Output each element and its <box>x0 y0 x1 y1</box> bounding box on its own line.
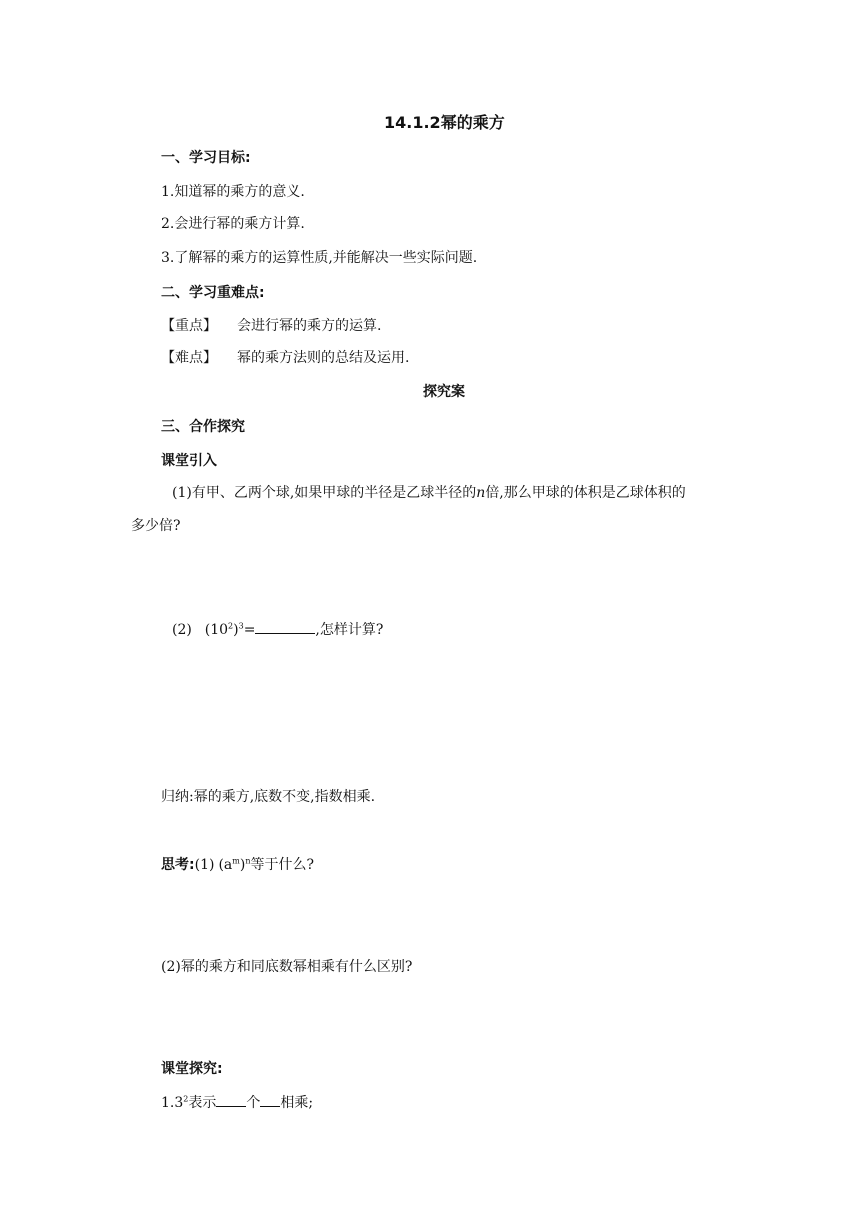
question-2-text: ,怎样计算? <box>315 622 384 638</box>
exercise-1-base: 1.3 <box>161 1095 184 1111</box>
difficult-point <box>161 349 409 367</box>
page-title: 14.1.2幂的乘方 <box>384 113 505 132</box>
difficult-point-label: 【难点】 <box>161 350 217 366</box>
think-inner-exponent: m <box>232 856 240 866</box>
think-text: 等于什么? <box>250 857 314 873</box>
exercise-1-text: 个 <box>246 1095 261 1111</box>
key-point-label: 【重点】 <box>161 318 217 334</box>
section-heading-explore: 三、合作探究 <box>161 419 245 435</box>
exercise-1-text: 表示 <box>188 1095 217 1111</box>
key-point <box>161 317 381 335</box>
goal-item: 2.会进行幂的乘方计算. <box>161 216 305 232</box>
section-heading-goals: 一、学习目标: <box>161 150 251 166</box>
outer-exponent: 3 <box>238 621 244 631</box>
explore-title: 探究案 <box>423 384 465 400</box>
difficult-point-text: 幂的乘方法则的总结及运用. <box>237 350 410 366</box>
think-question-2: (2)幂的乘方和同底数幂相乘有什么区别? <box>161 959 413 975</box>
answer-blank <box>260 1093 280 1107</box>
think-label: 思考: <box>161 857 195 873</box>
think-question-1 <box>161 856 314 874</box>
question-1-text: (1)有甲、乙两个球,如果甲球的半径是乙球半径的 <box>172 485 477 501</box>
goal-item: 3.了解幂的乘方的运算性质,并能解决一些实际问题. <box>161 250 478 266</box>
think-outer-exponent: n <box>245 856 251 866</box>
key-point-text: 会进行幂的乘方的运算. <box>237 318 382 334</box>
think-close: ) <box>239 857 246 873</box>
question-2 <box>172 620 383 639</box>
question-1-continuation: 多少倍? <box>131 518 181 534</box>
exercise-1 <box>161 1093 313 1112</box>
exercise-1-text: 相乘; <box>280 1095 314 1111</box>
answer-blank <box>216 1093 246 1107</box>
power-close: ) <box>233 622 239 638</box>
goal-item: 1.知道幂的乘方的意义. <box>161 184 305 200</box>
think-number: (1) <box>194 857 215 873</box>
answer-blank <box>255 620 315 634</box>
section-heading-key-points: 二、学习重难点: <box>161 285 265 301</box>
question-2-number: (2) <box>172 622 192 638</box>
power-base: (10 <box>204 622 229 638</box>
equals-sign: = <box>243 622 256 638</box>
variable-n: n <box>476 485 486 501</box>
inner-exponent: 2 <box>228 621 234 631</box>
question-1-text-end: 倍,那么甲球的体积是乙球体积的 <box>485 485 686 501</box>
intro-heading: 课堂引入 <box>161 453 217 469</box>
question-1 <box>172 484 686 502</box>
class-explore-heading: 课堂探究: <box>161 1061 223 1077</box>
exercise-1-exponent: 2 <box>183 1094 189 1104</box>
summary: 归纳:幂的乘方,底数不变,指数相乘. <box>161 789 376 805</box>
think-base: (a <box>218 857 233 873</box>
